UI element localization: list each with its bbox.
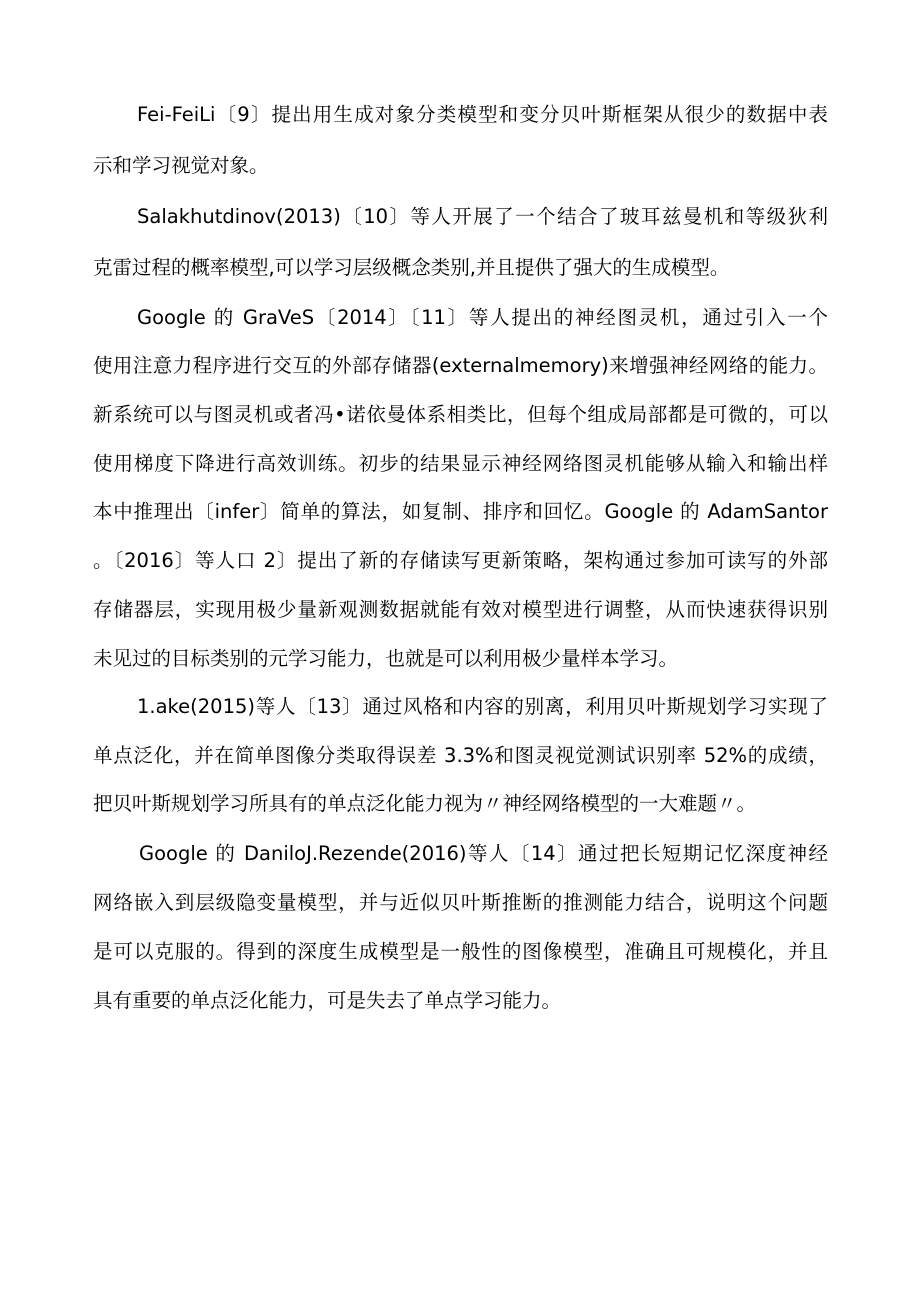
paragraph-5-line-3: 是可以克服的。得到的深度生成模型是一般性的图像模型，准确且可规模化，并且 <box>93 940 828 963</box>
paragraph-3-line-8: 未见过的目标类别的元学习能力，也就是可以利用极少量样本学习。 <box>93 647 679 670</box>
paragraph-3-line-2: 使用注意力程序进行交互的外部存储器(externalmemory)来增强神经网络的能力。 <box>93 354 828 377</box>
paragraph-1-line-2: 示和学习视觉对象。 <box>93 154 269 177</box>
paragraph-5-line-2: 网络嵌入到层级隐变量模型，并与近似贝叶斯推断的推测能力结合，说明这个问题 <box>93 891 828 914</box>
paragraph-5-line-1: Google 的 DaniloJ.Rezende(2016)等人〔14〕通过把长短期记忆深度神经 <box>139 842 828 865</box>
paragraph-4-line-3: 把贝叶斯规划学习所具有的单点泛化能力视为〃神经网络模型的一大难题〃。 <box>93 792 757 815</box>
paragraph-4-line-1: 1.ake(2015)等人〔13〕通过风格和内容的别离，利用贝叶斯规划学习实现了 <box>137 695 828 718</box>
paragraph-1-line-1: Fei-FeiLi〔9〕提出用生成对象分类模型和变分贝叶斯框架从很少的数据中表 <box>137 103 828 126</box>
paragraph-5-line-4: 具有重要的单点泛化能力，可是失去了单点学习能力。 <box>93 989 562 1012</box>
paragraph-2-line-2: 克雷过程的概率模型,可以学习层级概念类别,并且提供了强大的生成模型。 <box>93 256 730 279</box>
paragraph-3-line-5: 本中推理出〔infer〕简单的算法，如复制、排序和回忆。Google 的 AdamSantor <box>93 500 828 523</box>
paragraph-3-line-1: Google 的 GraVeS〔2014〕〔11〕等人提出的神经图灵机，通过引入一个 <box>137 306 828 329</box>
paragraph-3-line-6: 。〔2016〕等人口 2〕提出了新的存储读写更新策略，架构通过参加可读写的外部 <box>93 549 828 572</box>
paragraph-3-line-3: 新系统可以与图灵机或者冯•诺依曼体系相类比，但每个组成局部都是可微的，可以 <box>93 403 828 426</box>
paragraph-4-line-2: 单点泛化，并在简单图像分类取得误差 3.3%和图灵视觉测试识别率 52%的成绩， <box>93 744 828 767</box>
paragraph-3-line-4: 使用梯度下降进行高效训练。初步的结果显示神经网络图灵机能够从输入和输出样 <box>93 452 828 475</box>
paragraph-3-line-7: 存储器层，实现用极少量新观测数据就能有效对模型进行调整，从而快速获得识别 <box>93 598 828 621</box>
paragraph-2-line-1: Salakhutdinov(2013)〔10〕等人开展了一个结合了玻耳兹曼机和等级狄利 <box>137 205 828 228</box>
